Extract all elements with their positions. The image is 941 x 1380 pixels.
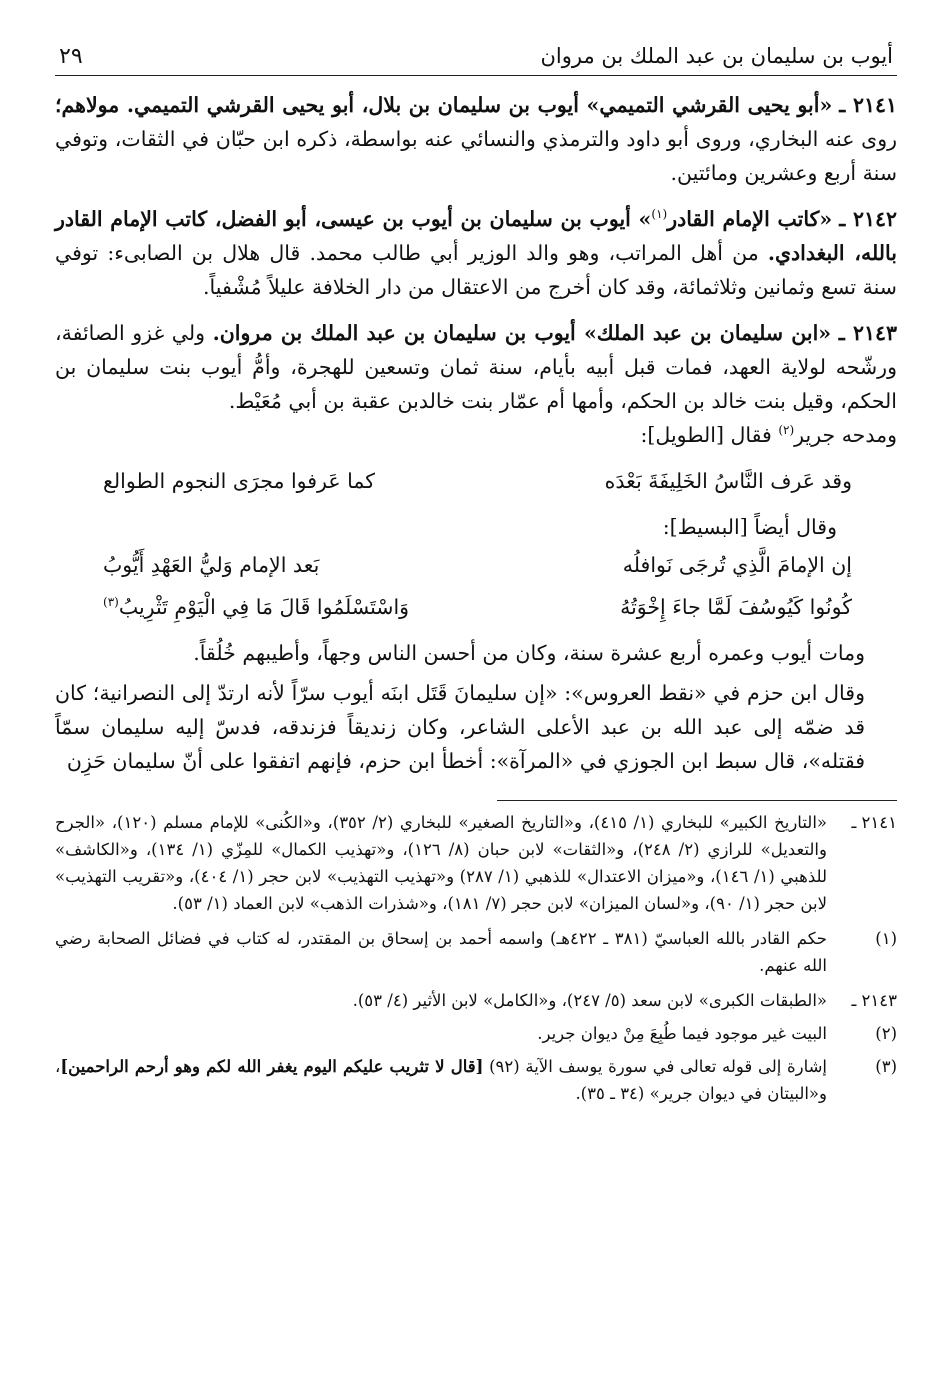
entry-number: ٢١٤٣ ـ — [838, 321, 897, 345]
entry-2143 — [55, 316, 897, 452]
footnote-text: «الطبقات الكبرى» لابن سعد (٥/ ٢٤٧)، و«الكامل» لابن الأثير (٤/ ٥٣). — [352, 991, 827, 1010]
entry-body: ولي غزو الصائفة، ورشّحه لولاية العهد، فمات قبل أبيه بأيام، سنة ثمان وتسعين للهجرة، وأمُّ أيوب بنت سليمان بن الحكم، وقيل بنت خالد بن الحكم، وأمها أم عمّار بنت خالدبن عقبة بن أبي مُعَيْط. — [55, 321, 897, 413]
verse-hemistich-second: بَعد الإمام وَليُّ العَهْدِ أَيُّوبُ — [103, 553, 320, 577]
footnote-label: ٢١٤٣ ـ — [851, 991, 897, 1010]
entry-heading: «أبو يحيى القرشي التميمي» أيوب بن سليمان بن بلال، أبو يحيى القرشي التميمي. مولاهم؛ — [55, 93, 833, 117]
running-title: أيوب بن سليمان بن عبد الملك بن مروان — [540, 44, 893, 68]
footnote-label: (١) — [875, 929, 897, 948]
footnote-2141 — [55, 809, 897, 917]
footnote-separator — [497, 800, 897, 801]
page-number: ٢٩ — [59, 44, 83, 69]
praise-meter: فقال [الطويل]: — [640, 423, 779, 447]
footnote-text: إشارة إلى قوله تعالى في سورة يوسف الآية (٩٢) [قال لا تثريب عليكم اليوم يغفر الله لكم وهو أرحم الراحمين]، و«البيتان في ديوان جرير» (٣٤ ـ ٣٥). — [55, 1057, 828, 1103]
closing-paragraph-1: ومات أيوب وعمره أربع عشرة سنة، وكان من أحسن الناس وجهاً، وأطيبهم خُلُقاً. — [193, 641, 865, 665]
entry-2142 — [55, 202, 897, 304]
verse-hemistich-second: وَاسْتَسْلَمُوا قَالَ مَا فِي الْيَوْمِ تَثْرِيبُ$^{(٣)}$ — [103, 595, 410, 619]
running-header — [55, 44, 897, 76]
book-page — [55, 44, 897, 1107]
footnote-label: (٣) — [875, 1057, 897, 1076]
footnote-1 — [55, 925, 897, 979]
verse-3 — [55, 586, 897, 628]
footnote-label: ٢١٤١ ـ — [851, 813, 897, 832]
footnote-text: «التاريخ الكبير» للبخاري (١/ ٤١٥)، و«التاريخ الصغير» للبخاري (٢/ ٣٥٢)، و«الكُنى» للإمام مسلم (١٢٠)، «الجرح والتعديل» للرازي (٢/ ٢٤٨)، و«الثقات» لابن حبان (٨/ ١٢٦)، و«تهذيب الكمال» للمِزّي (١/ ١٣٤)، و«الكاشف» للذهبي (١/ ١٤٦)، و«ميزان الاعتدال» للذهبي (١/ ٢٨٧) و«تهذيب التهذيب» لابن حجر (١/ ٤٠٤)، و«تقريب التهذيب» لابن حجر (١/ ٩٠)، و«لسان الميزان» لابن حجر (٧/ ١٨١)، و«شذرات الذهب» لابن العماد (١/ ٥٣). — [55, 813, 828, 913]
verse-hemistich-second: كما عَرفوا مجرَى النجوم الطوالع — [103, 469, 375, 493]
verse-1 — [55, 460, 897, 502]
footnote-text: البيت غير موجود فيما طُبِعَ مِنْ ديوان جرير. — [537, 1024, 827, 1043]
footnote-ref-2[interactable]: (٢) — [778, 423, 795, 438]
footnote-text: حكم القادر بالله العباسيّ (٣٨١ ـ ٤٢٢هـ) واسمه أحمد بن إسحاق بن المقتدر، له كتاب في فضائل الصحابة رضي الله عنهم. — [55, 929, 828, 975]
entry-heading: «كاتب الإمام القادر — [667, 207, 833, 231]
verse-hemistich-first: وقد عَرف النَّاسُ الخَلِيفَةَ بَعْدَه — [604, 469, 852, 493]
footnote-3 — [55, 1053, 897, 1107]
verse-2 — [55, 544, 897, 586]
verse-hemistich-first: كُونُوا كَيُوسُفَ لَمَّا جاءَ إِخْوَتُهُ — [620, 595, 852, 619]
footnote-label: (٢) — [875, 1024, 897, 1043]
entry-body: روى عنه البخاري، وروى أبو داود والترمذي والنسائي عنه بواسطة، ذكره ابن حبّان في الثقات، وتوفي سنة أربع وعشرين ومائتين. — [55, 127, 897, 185]
entry-heading: «ابن سليمان بن عبد الملك» أيوب بن سليمان بن عبد الملك بن مروان. — [212, 321, 832, 345]
footnote-ref-1[interactable]: (١) — [651, 207, 668, 222]
entry-body: من أهل المراتب، وهو والد الوزير أبي طالب محمد. قال هلال بن الصابىء: توفي سنة تسع وثمانين وثلاثمائة، وقد كان أخرج من الاعتقال من دار الخلافة عليلاً مُشْفياً. — [55, 241, 897, 299]
verse-hemistich-first: إن الإمامَ الَّذِي تُرجَى نَوافلُه — [622, 553, 852, 577]
entry-heading-cont: » أيوب بن سليمان بن أيوب بن عيسى، أبو الفضل، كاتب الإمام القادر بالله، البغدادي. — [55, 207, 897, 265]
footnote-ref-3[interactable]: (٣) — [103, 595, 119, 610]
footnote-2143 — [55, 987, 897, 1014]
footnote-2 — [55, 1020, 897, 1047]
entry-number: ٢١٤٢ ـ — [839, 207, 897, 231]
entry-2141 — [55, 88, 897, 190]
also-said: وقال أيضاً [البسيط]: — [662, 515, 837, 539]
closing-paragraph-2: وقال ابن حزم في «نقط العروس»: «إن سليمانَ قَتَل ابنَه أيوب سرّاً لأنه ارتدّ إلى النصرانية؛ كان قد ضمّه إلى عبد الله بن عبد الأعلى الشاعر، وكان زنديقاً فزندقه، فدسّ إليه سليمان سمّاً فقتله»، قال سبط ابن الجوزي في «المرآة»: أخطأ ابن حزم، فإنهم اتفقوا على أنّ سليمان حَزِن — [55, 681, 865, 773]
entry-number: ٢١٤١ ـ — [839, 93, 897, 117]
praise-intro: ومدحه جرير — [794, 423, 897, 447]
